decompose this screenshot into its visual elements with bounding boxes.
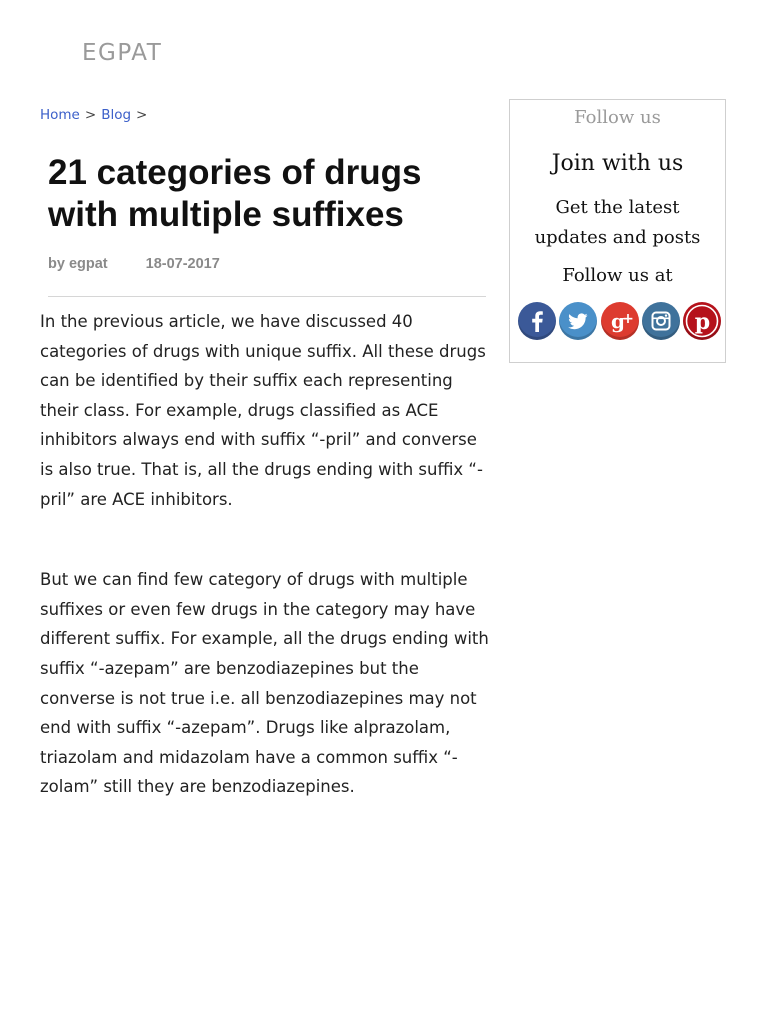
instagram-glyph xyxy=(642,302,680,340)
facebook-glyph xyxy=(518,302,556,340)
breadcrumb-separator: > xyxy=(136,107,148,123)
svg-text:p: p xyxy=(694,309,711,335)
svg-text:g: g xyxy=(611,309,625,333)
post-meta xyxy=(48,256,220,272)
pinterest-icon[interactable] xyxy=(683,302,721,340)
post-author[interactable]: by egpat xyxy=(48,256,108,272)
breadcrumb-blog-link[interactable]: Blog xyxy=(101,107,132,123)
google-plus-glyph xyxy=(601,302,639,340)
breadcrumb-home-link[interactable]: Home xyxy=(40,107,80,123)
article-paragraph: In the previous article, we have discussed 40 categories of drugs with unique suffix. All these drugs can be identified by their suffix each representing their class. For example, drugs classified as ACE inhibitors always end with suffix “-pril” and converse is also true. That is, all the drugs ending with suffix “-pril” are ACE inhibitors. xyxy=(40,312,486,509)
google-plus-icon[interactable] xyxy=(601,302,639,340)
article-paragraph: But we can find few category of drugs with multiple suffixes or even few drugs in the category may have different suffix. For example, all the drugs ending with suffix “-azepam” are benzodiazepines but the converse is not true i.e. all benzodiazepines may not end with suffix “-azepam”. Drugs like alprazolam, triazolam and midazolam have a common suffix “-zolam” still they are benzodiazepines. xyxy=(40,570,489,797)
twitter-glyph xyxy=(559,302,597,340)
pinterest-glyph xyxy=(683,302,721,340)
follow-at-label: Follow us at xyxy=(562,265,673,286)
svg-text:+: + xyxy=(622,311,634,327)
twitter-icon[interactable] xyxy=(559,302,597,340)
join-heading: Join with us xyxy=(551,151,684,176)
instagram-icon[interactable] xyxy=(642,302,680,340)
follow-heading: Follow us xyxy=(574,107,661,128)
title-divider xyxy=(48,296,486,297)
post-date: 18-07-2017 xyxy=(145,256,220,272)
facebook-icon[interactable] xyxy=(518,302,556,340)
breadcrumb-separator: > xyxy=(84,107,97,123)
breadcrumb xyxy=(40,106,152,124)
updates-text: Get the latest updates and posts xyxy=(534,197,701,248)
social-links xyxy=(518,302,721,342)
follow-widget xyxy=(509,99,726,363)
article-body xyxy=(40,307,492,802)
post-title: 21 categories of drugs with multiple suffixes xyxy=(48,153,422,234)
site-brand[interactable]: EGPAT xyxy=(82,40,163,66)
